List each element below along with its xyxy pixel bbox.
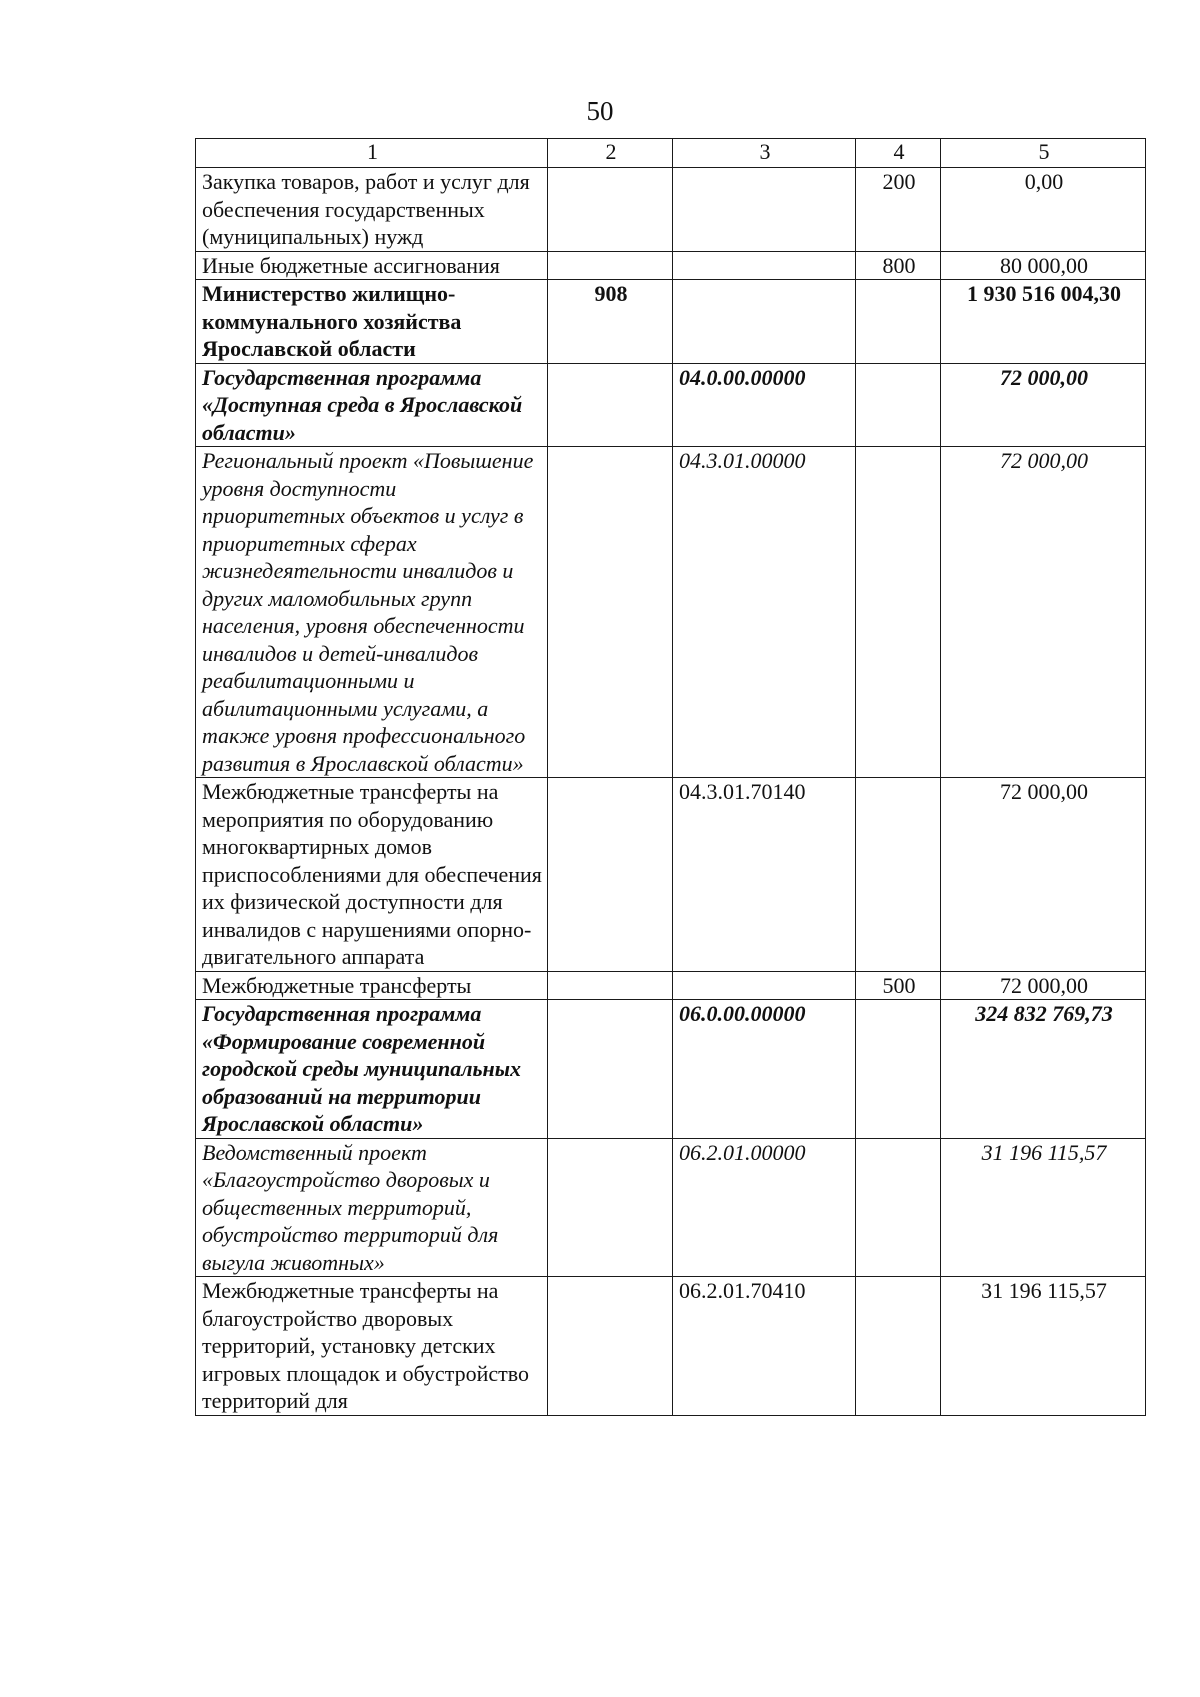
ministry-code: 908 bbox=[548, 280, 673, 364]
table-row bbox=[196, 778, 1146, 972]
amount: 31 196 115,57 bbox=[941, 1138, 1146, 1277]
table-row bbox=[196, 971, 1146, 1000]
table-header-row bbox=[196, 139, 1146, 168]
row-name: Межбюджетные трансферты на благоустройство дворовых территорий, установку детских игровых площадок и обустройство территорий для bbox=[196, 1277, 548, 1416]
table-row bbox=[196, 363, 1146, 447]
expense-type bbox=[856, 1138, 941, 1277]
expense-type: 200 bbox=[856, 168, 941, 252]
ministry-code bbox=[548, 971, 673, 1000]
row-name: Региональный проект «Повышение уровня доступности приоритетных объектов и услуг в приоритетных сферах жизнедеятельности инвалидов и других маломобильных групп населения, уровня обеспеченности инвалидов и детей-инвалидов реабилитационными и абилитационными услугами, а также уровня профессионального развития в Ярославской области» bbox=[196, 447, 548, 778]
table-row bbox=[196, 1277, 1146, 1416]
target-code: 06.0.00.00000 bbox=[673, 1000, 856, 1139]
ministry-code bbox=[548, 168, 673, 252]
table-row bbox=[196, 251, 1146, 280]
target-code bbox=[673, 168, 856, 252]
row-name: Закупка товаров, работ и услуг для обеспечения государственных (муниципальных) нужд bbox=[196, 168, 548, 252]
target-code bbox=[673, 280, 856, 364]
ministry-code bbox=[548, 363, 673, 447]
target-code: 04.0.00.00000 bbox=[673, 363, 856, 447]
expense-type bbox=[856, 280, 941, 364]
expense-type: 500 bbox=[856, 971, 941, 1000]
ministry-code bbox=[548, 778, 673, 972]
table-row bbox=[196, 447, 1146, 778]
budget-allocation-table bbox=[195, 138, 1146, 1416]
target-code bbox=[673, 251, 856, 280]
amount: 1 930 516 004,30 bbox=[941, 280, 1146, 364]
ministry-code bbox=[548, 1277, 673, 1416]
column-header-1: 1 bbox=[196, 139, 548, 168]
column-header-5: 5 bbox=[941, 139, 1146, 168]
expense-type bbox=[856, 778, 941, 972]
target-code bbox=[673, 971, 856, 1000]
column-header-2: 2 bbox=[548, 139, 673, 168]
amount: 31 196 115,57 bbox=[941, 1277, 1146, 1416]
expense-type bbox=[856, 447, 941, 778]
table-row bbox=[196, 280, 1146, 364]
table-row bbox=[196, 1000, 1146, 1139]
table-row bbox=[196, 168, 1146, 252]
amount: 80 000,00 bbox=[941, 251, 1146, 280]
amount: 72 000,00 bbox=[941, 363, 1146, 447]
column-header-4: 4 bbox=[856, 139, 941, 168]
row-name: Государственная программа «Доступная среда в Ярославской области» bbox=[196, 363, 548, 447]
expense-type: 800 bbox=[856, 251, 941, 280]
amount: 72 000,00 bbox=[941, 447, 1146, 778]
page-number: 50 bbox=[586, 96, 614, 126]
target-code: 06.2.01.00000 bbox=[673, 1138, 856, 1277]
amount: 72 000,00 bbox=[941, 971, 1146, 1000]
expense-type bbox=[856, 1000, 941, 1139]
amount: 72 000,00 bbox=[941, 778, 1146, 972]
column-header-3: 3 bbox=[673, 139, 856, 168]
row-name: Министерство жилищно-коммунального хозяйства Ярославской области bbox=[196, 280, 548, 364]
amount: 324 832 769,73 bbox=[941, 1000, 1146, 1139]
target-code: 04.3.01.70140 bbox=[673, 778, 856, 972]
target-code: 04.3.01.00000 bbox=[673, 447, 856, 778]
target-code: 06.2.01.70410 bbox=[673, 1277, 856, 1416]
table-body bbox=[196, 168, 1146, 1416]
row-name: Государственная программа «Формирование современной городской среды муниципальных образований на территории Ярославской области» bbox=[196, 1000, 548, 1139]
amount: 0,00 bbox=[941, 168, 1146, 252]
ministry-code bbox=[548, 251, 673, 280]
row-name: Межбюджетные трансферты bbox=[196, 971, 548, 1000]
ministry-code bbox=[548, 1138, 673, 1277]
table-row bbox=[196, 1138, 1146, 1277]
row-name: Межбюджетные трансферты на мероприятия по оборудованию многоквартирных домов приспособлениями для обеспечения их физической доступности для инвалидов с нарушениями опорно-двигательного аппарата bbox=[196, 778, 548, 972]
ministry-code bbox=[548, 1000, 673, 1139]
expense-type bbox=[856, 363, 941, 447]
row-name: Иные бюджетные ассигнования bbox=[196, 251, 548, 280]
ministry-code bbox=[548, 447, 673, 778]
expense-type bbox=[856, 1277, 941, 1416]
row-name: Ведомственный проект «Благоустройство дворовых и общественных территорий, обустройство территорий для выгула животных» bbox=[196, 1138, 548, 1277]
